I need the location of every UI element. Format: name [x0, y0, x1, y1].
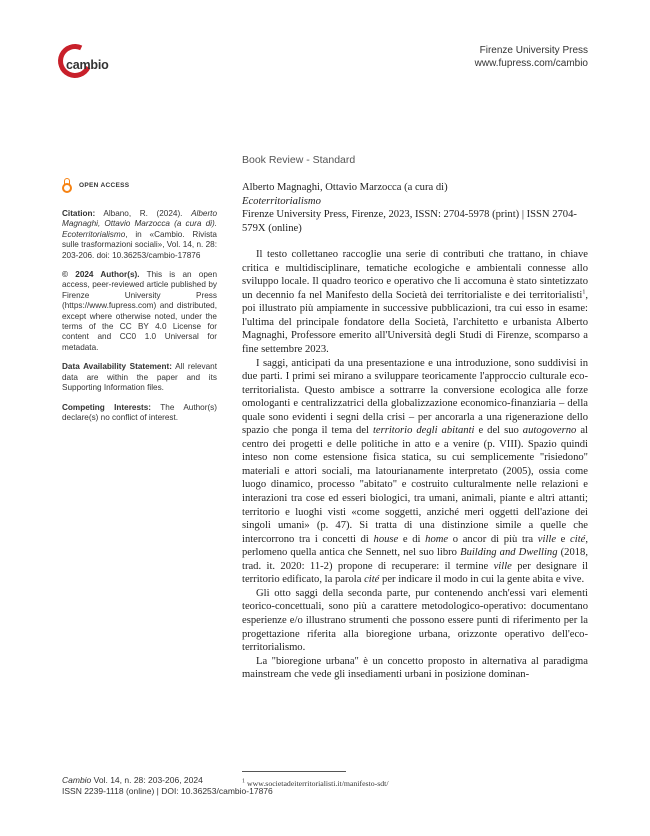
book-authors: Alberto Magnaghi, Ottavio Marzocca (a cura di): [242, 182, 448, 193]
open-access-lock-icon: [62, 178, 73, 193]
publisher-name: Firenze University Press: [479, 45, 588, 56]
paragraph-2: [242, 357, 588, 587]
paragraph-1-text-b: , poi illustrato più ampiamente in successive pubblicazioni, tra cui esso in esame: l'ultima del principale fondatore della Società, l'architetto e urbanista Alberto Magnaghi, Professore emerito all'Università degli Studi di Firenze, scomparso a fine settembre 2023.: [242, 289, 588, 356]
citation-title: Alberto Magnaghi, Ottavio Marzocca (a cura di). Ecoterritorialismo: [62, 209, 218, 239]
open-access-label: OPEN ACCESS: [79, 182, 130, 189]
copyright-block: [62, 270, 217, 353]
article-main: [242, 181, 588, 682]
citation-post: , in «Cambio. Rivista sulle trasformazioni sociali», Vol. 14, n. 28: 203-206. doi: 10.36253/cambio-17876: [62, 229, 217, 260]
paragraph-1-text-a: Il testo collettaneo raccoglie una serie di contributi che trattano, in chiave critica e multidisciplinare, tematiche ecologiche e ambientali connesse allo sviluppo locale. Il quadro teorico e operativo che li accomuna è stato sintetizzato un decennio fa nel Manifesto della Società dei territorialiste e dei territorialisti: [242, 249, 588, 301]
article-sidebar: [62, 209, 217, 432]
footnote-ref[interactable]: 1: [582, 289, 586, 296]
journal-footer: [62, 775, 273, 797]
p2-i1: territorio degli abitanti: [372, 425, 475, 437]
book-reference: [242, 181, 588, 235]
book-title: Ecoterritorialismo: [242, 195, 321, 207]
p2-d: e di: [398, 533, 426, 545]
p2-g: , perlomeno quella antica che Sennett, nel suo libro: [242, 533, 588, 559]
footer-volume: Vol. 14, n. 28: 203-206, 2024: [91, 775, 203, 785]
footer-line-2: ISSN 2239-1118 (online) | DOI: 10.36253/cambio-17876: [62, 786, 273, 796]
competing-interests-label: Competing Interests:: [62, 402, 152, 412]
p2-f: e: [556, 533, 571, 545]
open-access-badge: [62, 178, 129, 193]
p2-c: al centro dei progetti e delle politiche in atto e a venire (p. VIII). Spazio quindi inteso non come estensione fisica statica, su cui semplicemente "risiedono" materiali e attori sociali, ma latourianamente interpretato (2005), ossia come luogo dinamico, processo "abitato" e costruito culturalmente nelle relazioni e interazioni tra cose ed esseri biologici, tra umani, animali, piante e altri attanti; territorio e luoghi visti «come soggetti, anziché meri oggetti dell'azione dei singoli umani» (p. 47). Si tratta di una distinzione simile a quelle che intercorrono tra i concetti di: [242, 425, 588, 545]
data-availability-text: All relevant data are within the paper and its Supporting Information files.: [62, 362, 217, 393]
cambio-logo: [58, 44, 118, 84]
p2-i4: home: [425, 533, 449, 545]
p2-i6: cité: [570, 533, 586, 545]
paragraph-1: [242, 248, 588, 356]
p2-i3: house: [373, 533, 399, 545]
p2-i2: autogoverno: [522, 425, 577, 437]
logo-text: cambio: [66, 58, 109, 72]
p2-e: o ancor di più tra: [448, 533, 538, 545]
competing-interests-block: [62, 403, 217, 424]
citation-pre: Albano, R. (2024).: [103, 209, 183, 218]
copyright-label: © 2024 Author(s).: [62, 270, 140, 280]
paragraph-4: La "bioregione urbana" è un concetto proposto in alternativa al paradigma mainstream che vede gli insediamenti urbani in posizione dominan-: [242, 655, 588, 681]
publisher-info: [475, 44, 588, 70]
p2-j: per designare il territorio edificato, la parola: [242, 560, 588, 586]
book-details: Firenze University Press, Firenze, 2023, ISSN: 2704-5978 (print) | ISSN 2704-579X (online): [242, 209, 577, 234]
data-availability-label: Data Availability Statement:: [62, 362, 172, 372]
publisher-url[interactable]: www.fupress.com/cambio: [474, 58, 588, 69]
p2-a: I saggi, anticipati da una presentazione e una introduzione, sono suddivisi in due parti. I primi sei mirano a sviluppare teoricamente l'approccio culturale eco-territorialista. Questo ambisce a sottrarre la conversione ecologica alle forze omologanti e centralizzatrici della globalizzazione economico-finanziaria – della quale sono evidenti i segni della crisi – per ancorarla a una rigenerazione dello spazio che ponga il tema del: [242, 357, 588, 437]
citation-block: [62, 209, 217, 261]
section-label: Book Review - Standard: [242, 154, 356, 166]
p2-i7: Building and Dwelling: [460, 547, 558, 559]
p2-i8: ville: [493, 560, 512, 572]
p2-i5: ville: [537, 533, 557, 545]
footer-line-1: [62, 775, 273, 786]
p2-b: e del suo: [474, 425, 523, 437]
footnote-mark: 1: [242, 778, 245, 785]
p2-h: (2018, trad. it. 2020: 11-2) propone di recuperare: il termine: [242, 547, 588, 572]
footnote-text[interactable]: www.societadeiterritorialisti.it/manifesto-sdt/: [245, 779, 389, 788]
footnote-rule: [242, 771, 346, 772]
p2-k: per indicare il modo in cui la gente abita e vive.: [379, 574, 585, 586]
data-availability-block: [62, 362, 217, 393]
footer-journal: Cambio: [62, 775, 92, 785]
p2-i9: cité: [364, 574, 380, 586]
paragraph-3: Gli otto saggi della seconda parte, pur contenendo anch'essi vari elementi teorico-concettuali, sono più a carattere metodologico-operativo: documentano esperienze e/o illustrano strumenti che possono essere punti di riferimento per la progettazione riferita alla bioregione urbana, orizzonte operativo dell'eco-territorialismo.: [242, 587, 588, 654]
copyright-text: This is an open access, peer-reviewed article published by Firenze University Press (https://www.fupress.com) and distributed, except where otherwise noted, under the terms of the CC BY 4.0 License for content and CC0 1.0 Universal for metadata.: [62, 270, 217, 352]
competing-interests-text: The Author(s) declare(s) no conflict of interest.: [62, 402, 217, 422]
citation-label: Citation:: [62, 209, 96, 218]
